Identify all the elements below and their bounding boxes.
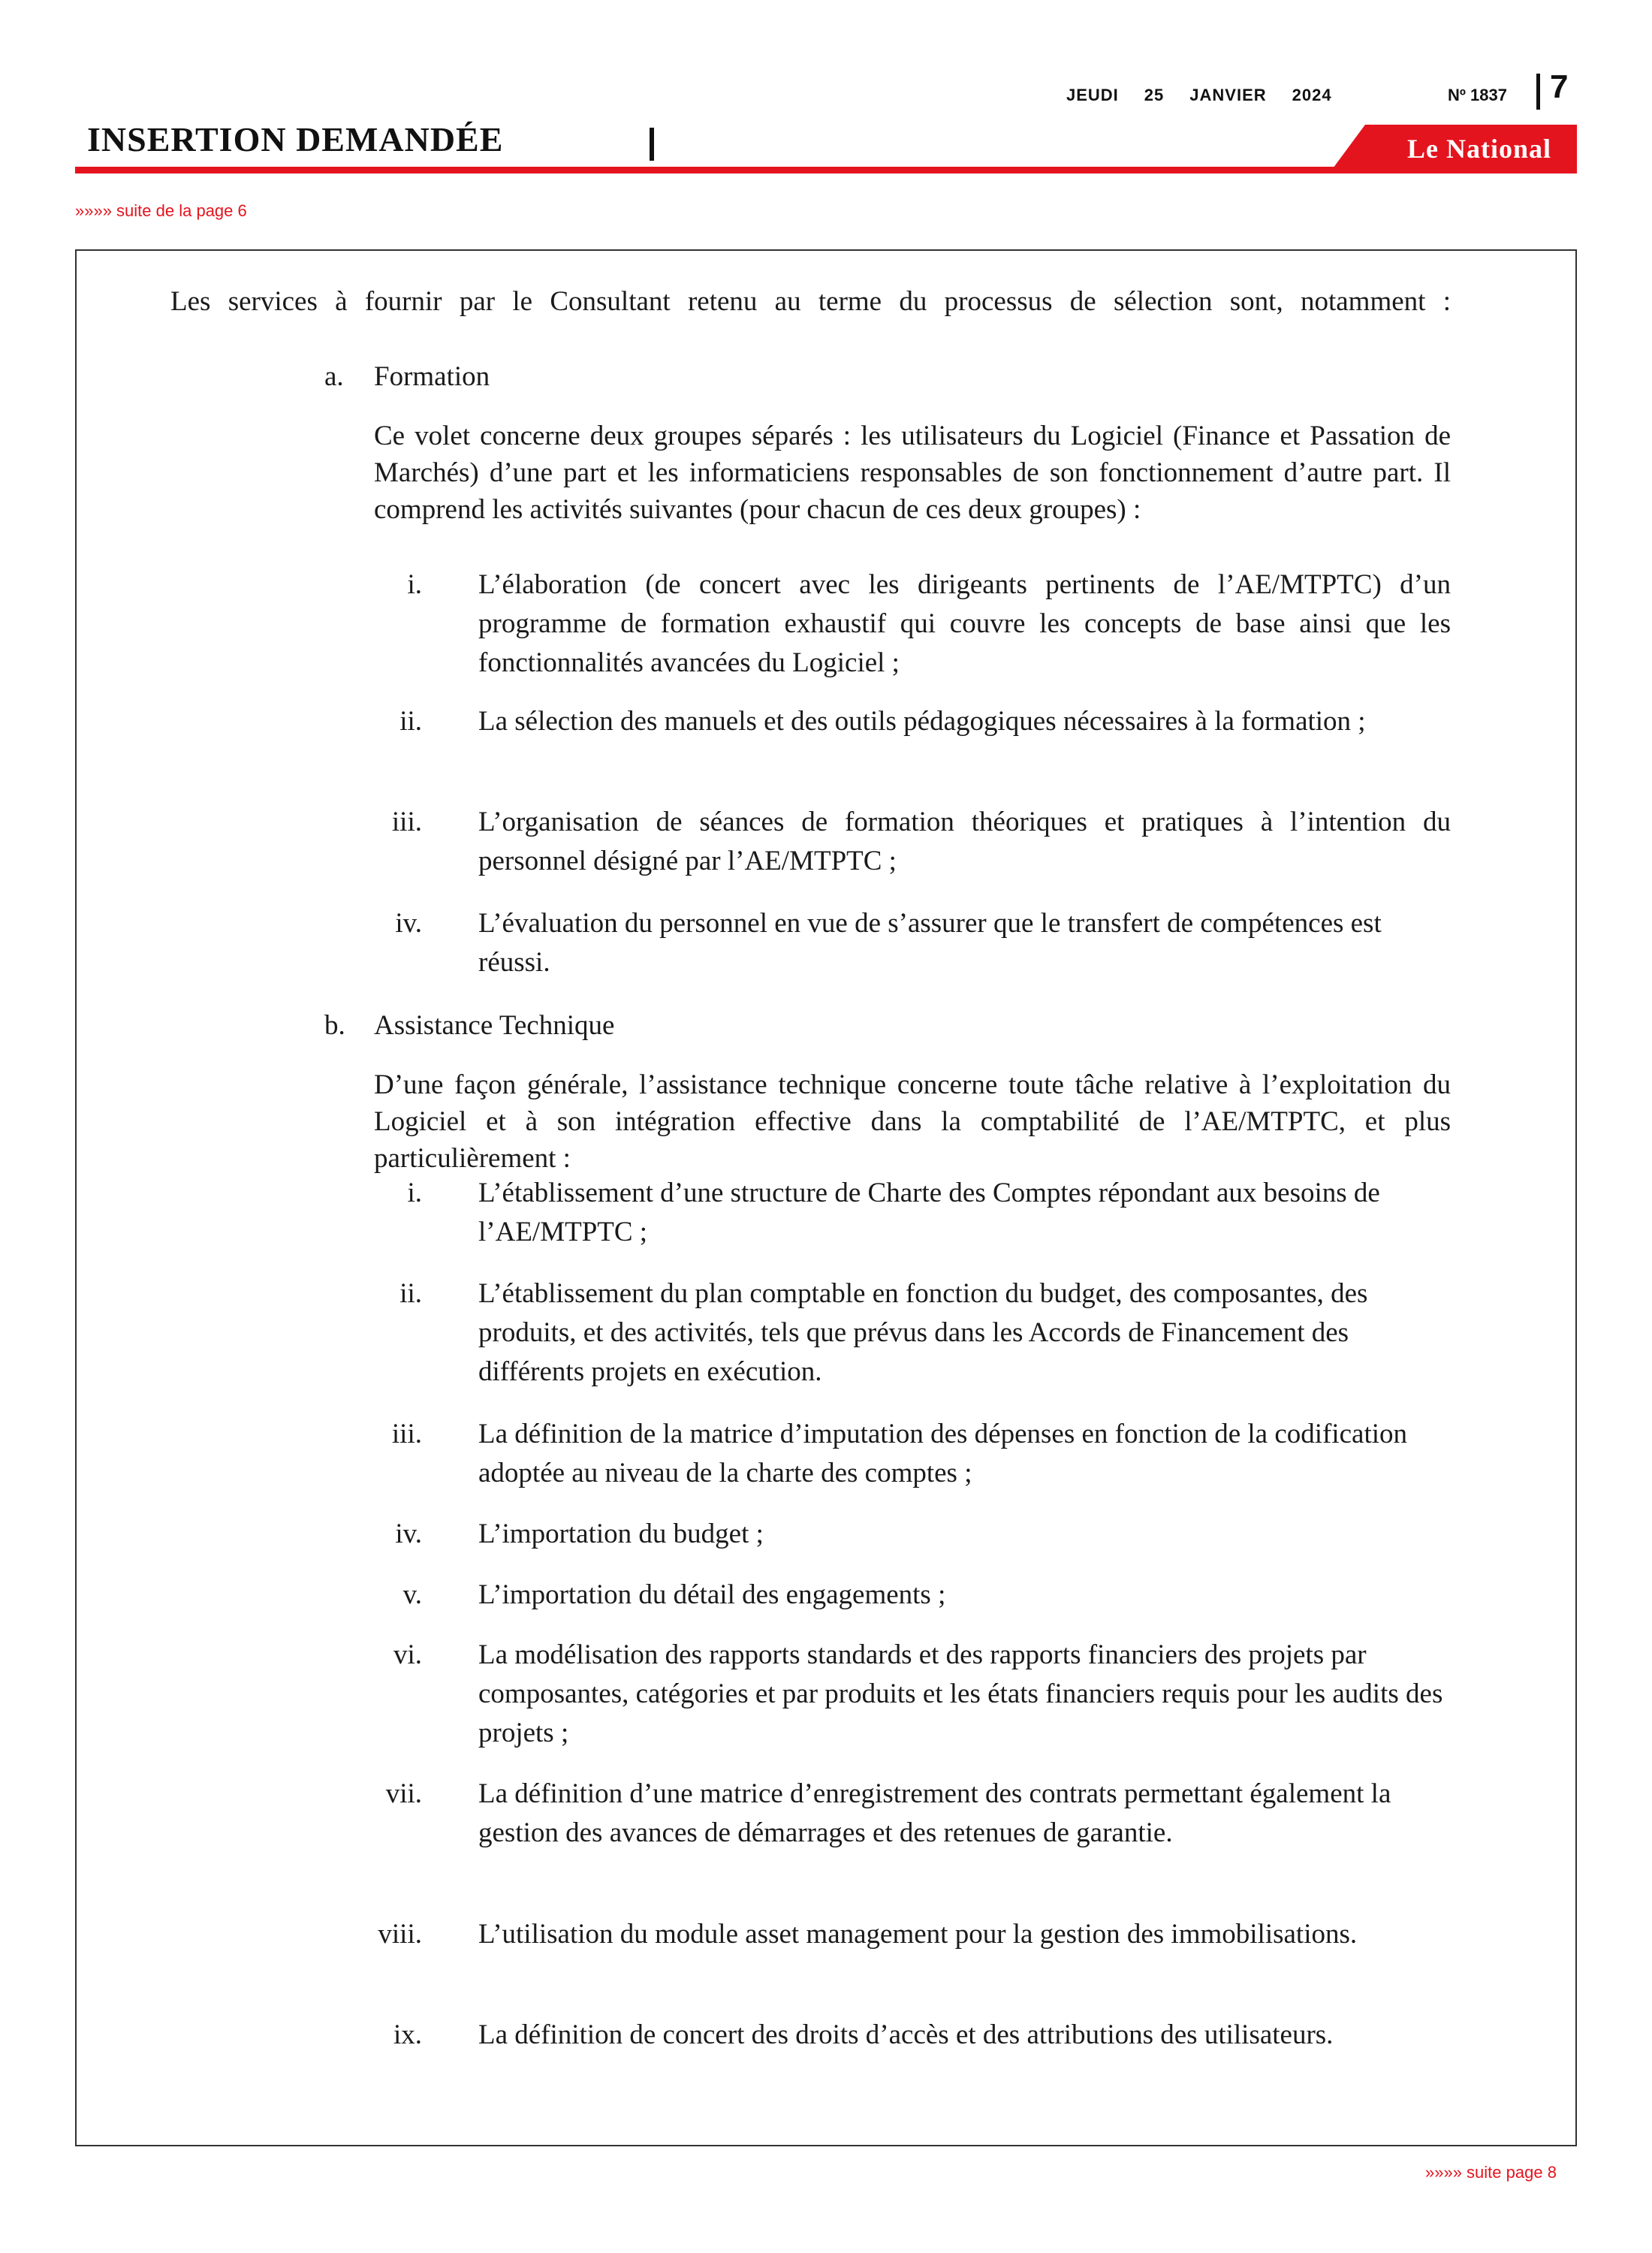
section-title: INSERTION DEMANDÉE [87, 120, 504, 158]
list-number: vii. [385, 1778, 422, 1809]
list-item: L’évaluation du personnel en vue de s’assurer que le transfert de compétences est réussi. [478, 908, 1382, 978]
list-number: iii. [391, 1419, 422, 1449]
list-item: L’importation du budget ; [478, 1519, 764, 1549]
list-number: vi. [393, 1639, 422, 1670]
section-b-letter: b. [324, 1010, 345, 1041]
continued-to-link[interactable]: »»»» suite page 8 [1425, 2163, 1557, 2182]
issue-date [1066, 86, 1358, 105]
list-item: La définition de concert des droits d’accès et des attributions des utilisateurs. [478, 2019, 1334, 2050]
list-number: i. [407, 1178, 422, 1208]
list-number: ii. [399, 1278, 422, 1309]
list-number: ix. [393, 2019, 422, 2050]
date-number: 25 [1144, 86, 1165, 104]
list-number: ii. [399, 706, 422, 737]
section-b-title: Assistance Technique [374, 1010, 615, 1041]
list-item: L’établissement d’une structure de Charte des Comptes répondant aux besoins de l’AE/MTPTC ; [478, 1178, 1380, 1247]
list-item: La définition d’une matrice d’enregistrement des contrats permettant également la gestion des avances de démarrages et des retenues de garantie. [478, 1778, 1391, 1848]
list-item: L’utilisation du module asset management pour la gestion des immobilisations. [478, 1919, 1358, 1950]
list-number: iv. [395, 908, 422, 939]
page-number: 7 [1550, 68, 1569, 105]
list-item: L’importation du détail des engagements ; [478, 1579, 946, 1610]
title-separator [650, 128, 654, 161]
list-item: La modélisation des rapports standards et des rapports financiers des projets par composantes, catégories et par produits et les états financiers requis pour les audits des projets ; [478, 1639, 1443, 1748]
intro-paragraph: Les services à fournir par le Consultant retenu au terme du processus de sélection sont, notamment : [170, 286, 1451, 317]
section-a-paragraph: Ce volet concerne deux groupes séparés : les utilisateurs du Logiciel (Finance et Passation de Marchés) d’une part et les informaticiens responsables de son fonctionnement d’autre part. Il comprend les activités suivantes (pour chacun de ces deux groupes) : [374, 421, 1451, 525]
list-item: L’établissement du plan comptable en fonction du budget, des composantes, des produits, et des activités, tels que prévus dans les Accords de Financement des différents projets en exécution. [478, 1278, 1368, 1387]
list-number: iv. [395, 1519, 422, 1549]
continued-from-link[interactable]: »»»» suite de la page 6 [75, 201, 247, 220]
issue-number: Nº 1837 [1448, 86, 1507, 104]
page-number-divider [1536, 74, 1540, 110]
section-a-title: Formation [374, 361, 490, 392]
brand-logo: Le National [1406, 134, 1551, 164]
list-item: La définition de la matrice d’imputation des dépenses en fonction de la codification adoptée au niveau de la charte des comptes ; [478, 1419, 1408, 1488]
section-b-paragraph: D’une façon générale, l’assistance technique concerne toute tâche relative à l’exploitation du Logiciel et à son intégration effective dans la comptabilité de l’AE/MTPTC, et plus particulièrement : [374, 1069, 1451, 1174]
list-number: viii. [378, 1919, 422, 1950]
section-a-letter: a. [324, 361, 344, 392]
list-item: L’organisation de séances de formation théoriques et pratiques à l’intention du personnel désigné par l’AE/MTPTC ; [478, 807, 1451, 876]
date-day: JEUDI [1066, 86, 1119, 104]
list-item: La sélection des manuels et des outils pédagogiques nécessaires à la formation ; [478, 706, 1366, 737]
date-year: 2024 [1292, 86, 1332, 104]
list-number: v. [402, 1579, 422, 1610]
list-number: i. [407, 569, 422, 600]
list-item: L’élaboration (de concert avec les dirigeants pertinents de l’AE/MTPTC) d’un programme de formation exhaustif qui couvre les concepts de base ainsi que les fonctionnalités avancées du Logiciel ; [478, 569, 1451, 678]
list-number: iii. [391, 807, 422, 837]
date-month: JANVIER [1189, 86, 1267, 104]
